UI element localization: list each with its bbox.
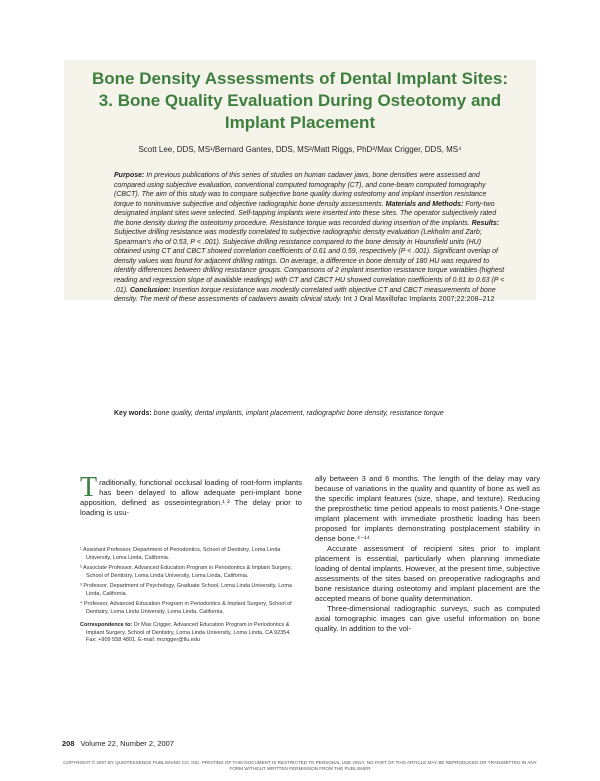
footnotes [80, 547, 302, 648]
title-line-3: Implant Placement [224, 113, 376, 132]
keywords-text: bone quality, dental implants, implant placement, radiographic bone density, resistance torque [151, 410, 444, 417]
body-paragraph-1: ally between 3 and 6 months. The length of the delay may vary because of variations in the quality and quantity of bone as well as the specific implant features (size, shape, and texture). Reducing the preprosthetic time period appeals to most patients.³ One-stage implant placement with immediate prosthetic loading has been proposed for implants demonstrating postplacement stability in dense bone.⁴⁻¹⁴ [315, 474, 540, 543]
title-line-1: Bone Density Assessments of Dental Implant Sites: [92, 69, 508, 88]
drop-cap: T [80, 472, 98, 503]
conclusion-text: Insertion torque resistance was modestly correlated with objective CT and CBCT measurements of bone density. The merit of these assessments of cadavers awaits clinical study. [114, 286, 496, 304]
purpose-label: Purpose: [114, 172, 145, 179]
author-list: Scott Lee, DDS, MS¹/Bernard Gantes, DDS, MS²/Matt Riggs, PhD³/Max Crigger, DDS, MS⁴ [138, 145, 462, 154]
methods-text: Forty-two designated implant sites were selected. Self-tapping implants were inserted into these sites. The operator subjectively rated the bone density during the osteotomy procedure. Resistance torque was recorded during insertion of the implants. [114, 200, 497, 227]
correspondence [80, 622, 302, 645]
body-column-right [315, 474, 540, 634]
intro-text: raditionally, functional occlusal loading of root-form implants has been delayed to allow adequate peri-implant bone apposition, defined as osseointegration.¹˒² The delay prior to loading is usu- [80, 478, 302, 517]
results-text: Subjective drilling resistance was modestly correlated to subjective radiographic density evaluation (Lekholm and Zarb; Spearman's rho of 0.53, P < .001). Subjective drilling resistance compared to the bone density in Hounsfield units (HU) obtained using CT and CBCT showed correlation coefficients of 0.61 and 0.59, respectively (P < .001). Significant overlap of density values was found for adjacent drilling ratings. On average, a difference in bone density of 180 HU was required to identify differences between drilling resistance groups. Comparisons of 2 implant insertion resistance torque variables (highest reading and regression slope of available readings) with CT and CBCT HU showed correlation coefficients of 0.61 to 0.63 (P < .01). [114, 229, 505, 294]
body-paragraph-3: Three-dimensional radiographic surveys, such as computed axial tomographic images can give useful information on bone quality. In addition to the vol- [315, 604, 540, 633]
results-label: Results: [471, 219, 500, 227]
keywords [114, 409, 506, 419]
footnote-1: ¹ Assistant Professor, Department of Periodontics, School of Dentistry, Loma Linda University, Loma Linda, California. [80, 547, 281, 561]
issue-info: Volume 22, Number 2, 2007 [80, 739, 174, 748]
intro-paragraph [80, 472, 302, 518]
footnote-3: ³ Professor, Department of Psychology, Graduate School, Loma Linda University, Loma Linda, California. [80, 583, 292, 597]
abstract [114, 171, 506, 305]
footnote-2: ² Associate Professor, Advanced Education Program in Periodontics & Implant Surgery, School of Dentistry, Loma Linda University, Loma Linda, California. [80, 565, 292, 579]
correspondence-text: Dr Max Crigger, Advanced Education Program in Periodontics & Implant Surgery, School of Dentistry, Loma Linda University, Loma Linda, CA 92354. Fax: +909 558 4801. E-mail: mcrigger@llu.edu [86, 622, 291, 643]
methods-label: Materials and Methods: [385, 200, 464, 208]
keywords-label: Key words: [114, 410, 152, 417]
citation: Int J Oral Maxillofac Implants 2007;22:208–212 [343, 296, 495, 304]
conclusion-label: Conclusion: [129, 286, 171, 294]
footnote-4: ⁴ Professor, Advanced Education Program in Periodontics & Implant Surgery, School of Dentistry, Loma Linda University, Loma Linda, California. [80, 601, 292, 615]
body-column-left [80, 472, 302, 518]
purpose-text: In previous publications of this series of studies on human cadaver jaws, bone densities were assessed and compared using subjective evaluation, conventional computed tomography (CT), and cone-beam computed tomography (CBCT). The aim of this study was to compare subjective bone quality during osteotomy and implant insertion resistance torque to noninvasive subjective and objective radiographic bone density assessments. [114, 172, 487, 208]
correspondence-label: Correspondence to: [80, 622, 133, 628]
page-footer [62, 739, 174, 748]
body-paragraph-2: Accurate assessment of recipient sites prior to implant placement is essential, particularly when planning immediate loading of dental implants. However, at the present time, subjective assessments of the sites based on preoperative radiographs and bone resistance during osteotomy and implant placement are the accepted means of bone quality determination. [315, 544, 540, 603]
copyright-notice: COPYRIGHT © 2007 BY QUINTESSENCE PUBLISHING CO, INC. PRINTING OF THIS DOCUMENT IS RESTRICTED TO PERSONAL USE ONLY. NO PART OF THIS ARTICLE MAY BE REPRODUCED OR TRANSMITTED IN ANY FORM WITHOUT WRITTEN PERMISSION FROM THE PUBLISHER [63, 760, 537, 772]
title-line-2: 3. Bone Quality Evaluation During Osteotomy and [98, 91, 502, 110]
article-title [64, 68, 536, 134]
page-number: 208 [62, 739, 75, 748]
